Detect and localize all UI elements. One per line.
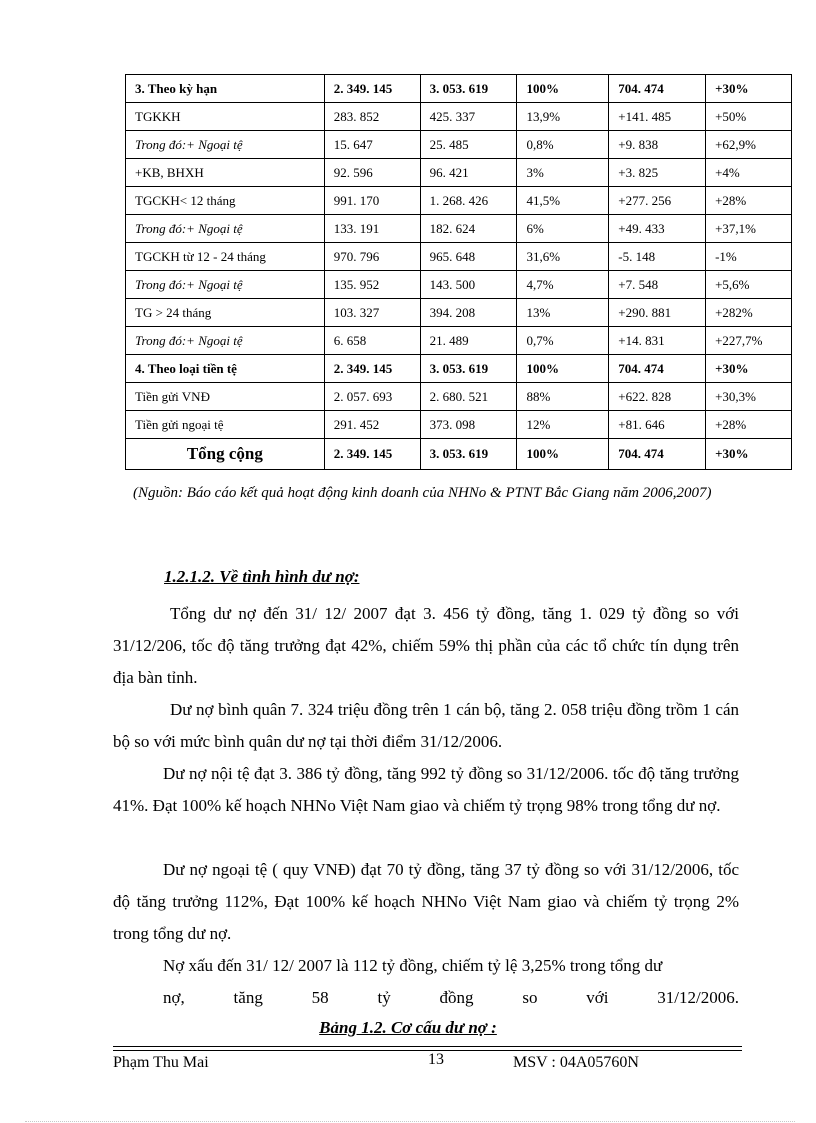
value-cell: +30%	[706, 75, 792, 103]
deposit-structure-table	[125, 74, 792, 470]
section-heading: 1.2.1.2. Về tình hình dư nợ:	[164, 567, 360, 586]
value-cell: 2. 349. 145	[324, 439, 420, 470]
value-cell: +30,3%	[706, 383, 792, 411]
table-row	[126, 411, 792, 439]
value-cell: +622. 828	[609, 383, 706, 411]
value-cell: 143. 500	[420, 271, 517, 299]
row-label-cell: Trong đó:+ Ngoại tệ	[126, 215, 325, 243]
value-cell: 96. 421	[420, 159, 517, 187]
paragraph-average-debt: Dư nợ bình quân 7. 324 triệu đồng trên 1 cán bộ, tăng 2. 058 triệu đồng trồm 1 cán bộ so với mức bình quân dư nợ tại thời điểm 31/12/2006.	[113, 700, 739, 751]
value-cell: 704. 474	[609, 439, 706, 470]
value-cell: 2. 349. 145	[324, 355, 420, 383]
value-cell: 3. 053. 619	[420, 439, 517, 470]
value-cell: +5,6%	[706, 271, 792, 299]
value-cell: +30%	[706, 439, 792, 470]
value-cell: +3. 825	[609, 159, 706, 187]
paragraph-bad-debt-line1: Nợ xấu đến 31/ 12/ 2007 là 112 tỷ đồng, chiếm tỷ lệ 3,25% trong tổng dư	[163, 956, 663, 975]
paragraph-bad-debt-line2: nợ, tăng 58 tỷ đồng so với 31/12/2006.	[163, 988, 739, 1007]
value-cell: +14. 831	[609, 327, 706, 355]
value-cell: 283. 852	[324, 103, 420, 131]
row-label-cell: Tiền gửi VNĐ	[126, 383, 325, 411]
value-cell: +49. 433	[609, 215, 706, 243]
paragraph-local-currency-debt: Dư nợ nội tệ đạt 3. 386 tỷ đồng, tăng 992 tỷ đồng so 31/12/2006. tốc độ tăng trưởng 41%. Đạt 100% kế hoạch NHNo Việt Nam giao và chiếm tỷ trọng 98% trong tổng dư nợ.	[113, 764, 739, 815]
value-cell: -5. 148	[609, 243, 706, 271]
value-cell: +290. 881	[609, 299, 706, 327]
value-cell: 182. 624	[420, 215, 517, 243]
value-cell: 88%	[517, 383, 609, 411]
value-cell: +9. 838	[609, 131, 706, 159]
value-cell: 100%	[517, 355, 609, 383]
table-row	[126, 159, 792, 187]
value-cell: 1. 268. 426	[420, 187, 517, 215]
value-cell: 0,7%	[517, 327, 609, 355]
footer-author: Phạm Thu Mai	[113, 1054, 209, 1071]
value-cell: 291. 452	[324, 411, 420, 439]
row-label-cell: Trong đó:+ Ngoại tệ	[126, 327, 325, 355]
paragraph-bad-debt	[113, 950, 739, 1014]
row-label-cell: TGCKH từ 12 - 24 tháng	[126, 243, 325, 271]
value-cell: +141. 485	[609, 103, 706, 131]
value-cell: 3. 053. 619	[420, 75, 517, 103]
value-cell: +50%	[706, 103, 792, 131]
value-cell: 6. 658	[324, 327, 420, 355]
table-row	[126, 215, 792, 243]
value-cell: 31,6%	[517, 243, 609, 271]
value-cell: 92. 596	[324, 159, 420, 187]
table-row	[126, 383, 792, 411]
value-cell: 2. 680. 521	[420, 383, 517, 411]
value-cell: 135. 952	[324, 271, 420, 299]
footer-rule-top	[113, 1046, 742, 1047]
table-row	[126, 131, 792, 159]
table-caption: Bảng 1.2. Cơ cấu dư nợ :	[319, 1018, 497, 1037]
value-cell: 965. 648	[420, 243, 517, 271]
value-cell: +62,9%	[706, 131, 792, 159]
table-row	[126, 299, 792, 327]
footer-page-number: 13	[428, 1051, 444, 1068]
row-label-cell: +KB, BHXH	[126, 159, 325, 187]
table-row	[126, 439, 792, 470]
value-cell: 3%	[517, 159, 609, 187]
value-cell: 41,5%	[517, 187, 609, 215]
row-label-cell: Tiền gửi ngoại tệ	[126, 411, 325, 439]
value-cell: +227,7%	[706, 327, 792, 355]
row-label-cell: 4. Theo loại tiền tệ	[126, 355, 325, 383]
value-cell: +28%	[706, 411, 792, 439]
row-label-cell: TGKKH	[126, 103, 325, 131]
table-row	[126, 355, 792, 383]
value-cell: +37,1%	[706, 215, 792, 243]
table-body	[126, 75, 792, 470]
row-label-cell: Tổng cộng	[126, 439, 325, 470]
value-cell: +81. 646	[609, 411, 706, 439]
value-cell: 100%	[517, 439, 609, 470]
paragraph-total-debt: Tổng dư nợ đến 31/ 12/ 2007 đạt 3. 456 tỷ đồng, tăng 1. 029 tỷ đồng so với 31/12/206, tốc độ tăng trưởng đạt 42%, chiếm 59% thị phần của các tổ chức tín dụng trên địa bàn tỉnh.	[113, 604, 739, 687]
table-row	[126, 75, 792, 103]
value-cell: 2. 349. 145	[324, 75, 420, 103]
value-cell: 991. 170	[324, 187, 420, 215]
value-cell: 970. 796	[324, 243, 420, 271]
value-cell: +7. 548	[609, 271, 706, 299]
table-source-note: (Nguồn: Báo cáo kết quả hoạt động kinh doanh của NHNo & PTNT Bắc Giang năm 2006,2007)	[133, 485, 712, 501]
value-cell: 4,7%	[517, 271, 609, 299]
table-row	[126, 271, 792, 299]
value-cell: 394. 208	[420, 299, 517, 327]
value-cell: 21. 489	[420, 327, 517, 355]
row-label-cell: Trong đó:+ Ngoại tệ	[126, 271, 325, 299]
row-label-cell: Trong đó:+ Ngoại tệ	[126, 131, 325, 159]
row-label-cell: TG > 24 tháng	[126, 299, 325, 327]
value-cell: 25. 485	[420, 131, 517, 159]
page-edge	[25, 1121, 795, 1122]
value-cell: 6%	[517, 215, 609, 243]
value-cell: 13,9%	[517, 103, 609, 131]
value-cell: 373. 098	[420, 411, 517, 439]
value-cell: 133. 191	[324, 215, 420, 243]
value-cell: +4%	[706, 159, 792, 187]
value-cell: 0,8%	[517, 131, 609, 159]
value-cell: 704. 474	[609, 355, 706, 383]
row-label-cell: TGCKH< 12 tháng	[126, 187, 325, 215]
value-cell: 103. 327	[324, 299, 420, 327]
paragraph-foreign-currency-debt: Dư nợ ngoại tệ ( quy VNĐ) đạt 70 tỷ đồng, tăng 37 tỷ đồng so với 31/12/2006, tốc độ tăng trưởng 112%, Đạt 100% kế hoạch NHNo Việt Nam giao và chiếm tỷ trọng 2% trong tổng dư nợ.	[113, 860, 739, 943]
row-label-cell: 3. Theo kỳ hạn	[126, 75, 325, 103]
value-cell: 2. 057. 693	[324, 383, 420, 411]
value-cell: +277. 256	[609, 187, 706, 215]
table-row	[126, 243, 792, 271]
value-cell: +282%	[706, 299, 792, 327]
footer-student-id: MSV : 04A05760N	[513, 1054, 639, 1071]
value-cell: 15. 647	[324, 131, 420, 159]
value-cell: 12%	[517, 411, 609, 439]
value-cell: 425. 337	[420, 103, 517, 131]
value-cell: +28%	[706, 187, 792, 215]
value-cell: 13%	[517, 299, 609, 327]
value-cell: 704. 474	[609, 75, 706, 103]
value-cell: +30%	[706, 355, 792, 383]
value-cell: 3. 053. 619	[420, 355, 517, 383]
table-row	[126, 187, 792, 215]
table-row	[126, 103, 792, 131]
table-row	[126, 327, 792, 355]
value-cell: -1%	[706, 243, 792, 271]
value-cell: 100%	[517, 75, 609, 103]
